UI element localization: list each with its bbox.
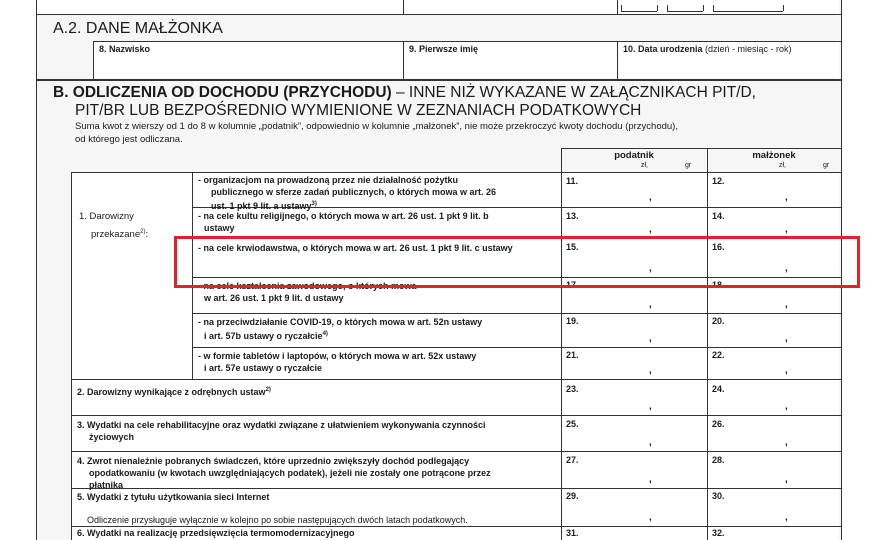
field-14[interactable]: 14. bbox=[712, 211, 725, 221]
row-2-label: 2. Darowizny wynikające z odrębnych ustaw$^{2)}$ bbox=[77, 387, 271, 397]
field-24[interactable]: 24. bbox=[712, 384, 725, 394]
gr-label-spouse: gr bbox=[823, 162, 830, 169]
decimal-comma: , bbox=[649, 365, 652, 376]
column-spouse-header: małżonek bbox=[752, 150, 796, 161]
row-5-label: 5. Wydatki z tytułu użytkowania sieci Internet bbox=[77, 492, 270, 502]
field-28[interactable]: 28. bbox=[712, 455, 725, 465]
decimal-comma: , bbox=[649, 474, 652, 485]
donation-religious-label: - na cele kultu religijnego, o których mowa w art. 26 ust. 1 pkt 9 lit. b ustawy bbox=[198, 211, 489, 233]
section-b-title: B. ODLICZENIA OD DOCHODU (PRZYCHODU) – INNE NIŻ WYKAZANE W ZAŁĄCZNIKACH PIT/D, bbox=[53, 84, 756, 101]
field-23[interactable]: 23. bbox=[566, 384, 579, 394]
section-b-note: Suma kwot z wierszy od 1 do 8 w kolumnie „podatnik”, odpowiednio w kolumnie „małżonek”, nie może przekroczyć kwoty dochodu (przychodu), bbox=[75, 121, 678, 132]
field-22[interactable]: 22. bbox=[712, 350, 725, 360]
decimal-comma: , bbox=[785, 299, 788, 310]
row-3-label: 3. Wydatki na cele rehabilitacyjne oraz wydatki związane z ułatwieniem wykonywania czynności życiowych bbox=[77, 420, 486, 442]
row-6-label: 6. Wydatki na realizację przedsięwzięcia termomodernizacyjnego bbox=[77, 528, 355, 538]
decimal-comma: , bbox=[649, 333, 652, 344]
donation-blood-label: - na cele krwiodawstwa, o których mowa w art. 26 ust. 1 pkt 9 lit. c ustawy bbox=[198, 243, 513, 253]
decimal-comma: , bbox=[785, 224, 788, 235]
row-1-label-line2: przekazane$^{2)}$: bbox=[91, 229, 149, 241]
row-5-note: Odliczenie przysługuje wyłącznie w kolejno po sobie następujących dwóch latach podatkowych. bbox=[87, 515, 468, 525]
section-b-note-line2: od którego jest odliczana. bbox=[75, 134, 183, 145]
field-8-label: 8. Nazwisko bbox=[99, 44, 151, 54]
decimal-comma: , bbox=[649, 263, 652, 274]
field-18[interactable]: 18. bbox=[712, 280, 725, 290]
decimal-comma: , bbox=[785, 333, 788, 344]
field-12[interactable]: 12. bbox=[712, 176, 725, 186]
field-30[interactable]: 30. bbox=[712, 491, 725, 501]
field-32[interactable]: 32. bbox=[712, 528, 725, 538]
decimal-comma: , bbox=[785, 263, 788, 274]
highlight-box bbox=[174, 236, 860, 288]
field-10-label: 10. Data urodzenia (dzień - miesiąc - rok) bbox=[623, 44, 792, 54]
field-9-label: 9. Pierwsze imię bbox=[409, 44, 479, 54]
row-1-label: 1. Darowizny bbox=[79, 211, 134, 222]
field-19[interactable]: 19. bbox=[566, 316, 579, 326]
field-13[interactable]: 13. bbox=[566, 211, 579, 221]
decimal-comma: , bbox=[649, 299, 652, 310]
decimal-comma: , bbox=[785, 512, 788, 523]
field-21[interactable]: 21. bbox=[566, 350, 579, 360]
section-a2-title: A.2. DANE MAŁŻONKA bbox=[53, 20, 223, 37]
field-26[interactable]: 26. bbox=[712, 419, 725, 429]
row-4-label: 4. Zwrot nienależnie pobranych świadczeń, które uprzednio zwiększyły dochód podlegający opodatkowaniu (w kwotach uwzględniających podatek), jeżeli nie zostały one potrącone przez płatnika bbox=[77, 456, 491, 490]
decimal-comma: , bbox=[649, 401, 652, 412]
prev-row-field-middle[interactable] bbox=[405, 0, 617, 14]
field-15[interactable]: 15. bbox=[566, 242, 579, 252]
decimal-comma: , bbox=[649, 512, 652, 523]
field-11[interactable]: 11. bbox=[566, 176, 579, 186]
field-29[interactable]: 29. bbox=[566, 491, 579, 501]
field-20[interactable]: 20. bbox=[712, 316, 725, 326]
decimal-comma: , bbox=[649, 224, 652, 235]
column-taxpayer-header: podatnik bbox=[614, 150, 654, 161]
zl-label-spouse: zł, bbox=[779, 162, 786, 169]
donation-tablets-label: - w formie tabletów i laptopów, o których mowa w art. 52x ustawy i art. 57e ustawy o ryczałcie bbox=[198, 351, 477, 373]
donation-vocational-label: - na cele kształcenia zawodowego, o których mowa w art. 26 ust. 1 pkt 9 lit. d ustawy bbox=[198, 281, 417, 303]
field-31[interactable]: 31. bbox=[566, 528, 579, 538]
decimal-comma: , bbox=[785, 474, 788, 485]
field-17[interactable]: 17. bbox=[566, 280, 579, 290]
spouse-column-area bbox=[708, 173, 839, 540]
donation-covid-label: - na przeciwdziałanie COVID-19, o których mowa w art. 52n ustawy i art. 57b ustawy o ryczałcie$^{4)}$ bbox=[198, 317, 483, 341]
field-27[interactable]: 27. bbox=[566, 455, 579, 465]
zl-label: zł, bbox=[641, 162, 648, 169]
decimal-comma: , bbox=[785, 192, 788, 203]
taxpayer-column-area bbox=[562, 173, 707, 540]
decimal-comma: , bbox=[785, 365, 788, 376]
decimal-comma: , bbox=[649, 192, 652, 203]
field-16[interactable]: 16. bbox=[712, 242, 725, 252]
decimal-comma: , bbox=[785, 401, 788, 412]
field-25[interactable]: 25. bbox=[566, 419, 579, 429]
decimal-comma: , bbox=[785, 437, 788, 448]
decimal-comma: , bbox=[649, 437, 652, 448]
prev-row-field-left[interactable] bbox=[37, 0, 403, 14]
donation-public-benefit-label: - organizacjom na prowadzoną przez nie działalność pożytku publicznego w sferze zadań publicznych, o których mowa w art. 26 ust. 1 pkt 9 lit. a ustawy$^{3)}$ bbox=[198, 175, 497, 211]
gr-label: gr bbox=[685, 162, 692, 169]
section-b-title-line2: PIT/BR LUB BEZPOŚREDNIO WYMIENIONE W ZEZNANIACH PODATKOWYCH bbox=[75, 102, 642, 119]
